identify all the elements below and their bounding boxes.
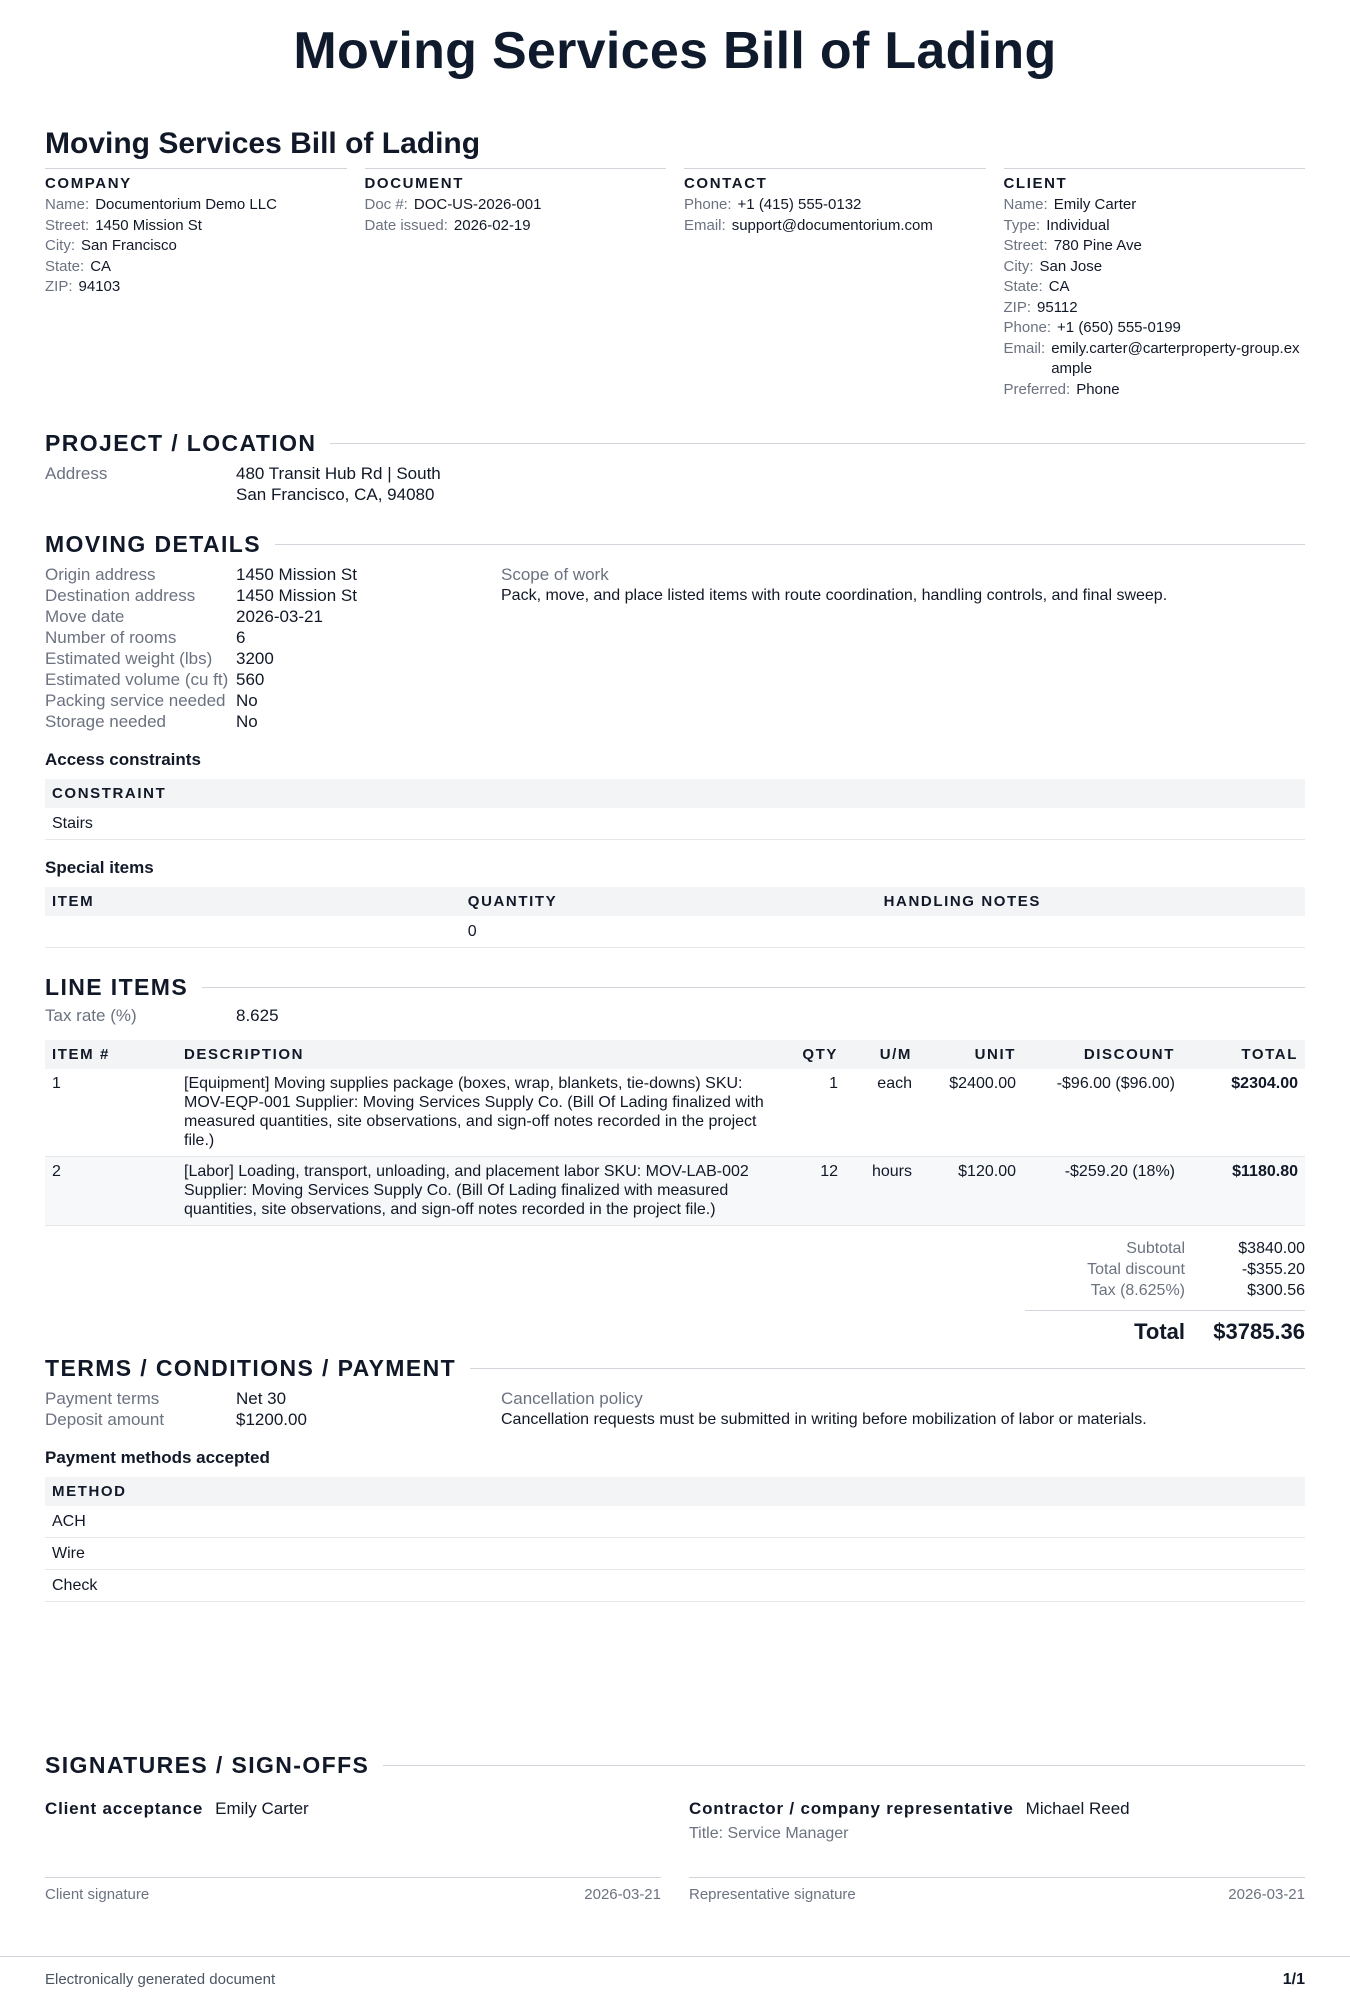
client-acceptance-name: Emily Carter: [215, 1799, 309, 1818]
subtotal-value: $3840.00: [1238, 1240, 1305, 1257]
item-unit: $2400.00: [919, 1069, 1023, 1157]
document-field: [365, 216, 667, 237]
contact-field: [684, 216, 986, 237]
client-field: [1004, 216, 1306, 237]
header-columns: [45, 168, 1305, 400]
column-header: DESCRIPTION: [177, 1040, 791, 1069]
table-cell: Wire: [45, 1538, 1305, 1570]
signature-blocks: [45, 1799, 1305, 1903]
field-value: 1450 Mission St: [236, 565, 357, 584]
main-title: Moving Services Bill of Lading: [293, 22, 1057, 80]
field-value: 94103: [78, 278, 121, 295]
field-value: 560: [236, 670, 265, 689]
project-heading: PROJECT / LOCATION: [45, 430, 317, 456]
field-value: CA: [1048, 278, 1070, 295]
divider: [383, 1765, 1305, 1766]
item-discount: -$96.00 ($96.00): [1023, 1069, 1182, 1157]
table-cell: Check: [45, 1570, 1305, 1602]
cancellation-text: Cancellation requests must be submitted in writing before mobilization of labor or materials.: [501, 1411, 1147, 1428]
table-row: [45, 1157, 1305, 1226]
field-label: Doc #:: [364, 196, 408, 213]
field-label: Payment terms: [45, 1389, 160, 1408]
field-value: DOC-US-2026-001: [413, 196, 542, 213]
item-number: 1: [45, 1069, 177, 1157]
document-field: [365, 195, 667, 216]
footer-content: [45, 1971, 1305, 1989]
field-value: Individual: [1046, 216, 1110, 234]
page-number: 1/1: [1282, 1971, 1305, 1988]
field-label: Origin address: [45, 565, 156, 584]
moving-field: [45, 585, 501, 606]
field-label: Packing service needed: [45, 691, 226, 710]
client-block: [1004, 168, 1306, 400]
field-value: Phone: [1076, 380, 1120, 398]
tax-rate-label: Tax rate (%): [45, 1006, 137, 1025]
moving-fields: [45, 564, 501, 732]
company-field: [45, 216, 347, 237]
terms-field: [45, 1409, 501, 1430]
client-heading: CLIENT: [1003, 175, 1068, 192]
terms-section-title: [45, 1355, 1305, 1382]
field-label: Destination address: [45, 586, 196, 605]
cancellation-label: Cancellation policy: [501, 1389, 643, 1408]
field-value: $1200.00: [236, 1410, 307, 1429]
moving-field: [45, 669, 501, 690]
column-header: QTY: [791, 1040, 845, 1069]
rep-label: Contractor / company representative: [689, 1799, 1014, 1818]
field-value: Documentorium Demo LLC: [95, 196, 277, 213]
company-field: [45, 277, 347, 298]
table-cell: ACH: [45, 1506, 1305, 1538]
moving-field: [45, 648, 501, 669]
column-header: CONSTRAINT: [45, 779, 1305, 808]
cancellation-block: [501, 1388, 1305, 1430]
client-signature-line[interactable]: [45, 1877, 661, 1903]
discount-label: Total discount: [1087, 1261, 1185, 1278]
item-unit: $120.00: [919, 1157, 1023, 1226]
company-field: [45, 257, 347, 278]
field-value: +1 (650) 555-0199: [1057, 319, 1181, 336]
item-description: [Labor] Loading, transport, unloading, and placement labor SKU: MOV-LAB-002 Supplier: Moving Services Supply Co. (Bill Of Lading finalized with measured quantities, site observations, and sign-off notes recorded in the project file.): [177, 1157, 791, 1226]
moving-field: [45, 606, 501, 627]
line-items-section-title: [45, 974, 1305, 1001]
field-value: 6: [236, 628, 246, 647]
contact-block: [684, 168, 986, 400]
contact-field: [684, 195, 986, 216]
item-description: [Equipment] Moving supplies package (boxes, wrap, blankets, tie-downs) SKU: MOV-EQP-001 Supplier: Moving Services Supply Co. (Bill Of Lading finalized with measured quantities, site observations, and sign-off notes recorded in the project file.): [177, 1069, 791, 1157]
field-value: 2026-02-19: [453, 216, 531, 234]
field-value: 780 Pine Ave: [1053, 237, 1142, 254]
client-signature-date: 2026-03-21: [584, 1886, 661, 1903]
field-label: Estimated weight (lbs): [45, 649, 213, 668]
client-field: [1004, 236, 1306, 257]
client-field: [1004, 277, 1306, 298]
column-header: TOTAL: [1182, 1040, 1305, 1069]
field-value: San Francisco: [81, 237, 177, 254]
special-items-table: [45, 887, 1305, 948]
signatures-heading: SIGNATURES / SIGN-OFFS: [45, 1752, 370, 1778]
field-label: Name:: [45, 196, 90, 213]
terms-details: [45, 1388, 1305, 1430]
terms-field: [45, 1388, 501, 1409]
column-header: UNIT: [919, 1040, 1023, 1069]
table-row: [45, 1069, 1305, 1157]
table-header-row: [45, 887, 1305, 916]
rep-signature-date: 2026-03-21: [1228, 1886, 1305, 1903]
client-signature-label: Client signature: [45, 1886, 150, 1903]
table-header-row: [45, 779, 1305, 808]
field-label: State:: [45, 257, 85, 275]
address-value: [236, 463, 441, 505]
page-footer: [0, 1956, 1350, 1989]
field-label: Type:: [1003, 216, 1041, 234]
item-um: each: [845, 1069, 919, 1157]
field-value: 95112: [1037, 298, 1078, 316]
item-total: $1180.80: [1182, 1157, 1305, 1226]
field-label: Estimated volume (cu ft): [45, 670, 229, 689]
field-label: Email:: [1003, 339, 1046, 357]
document-block: [365, 168, 667, 400]
field-label: City:: [1003, 257, 1034, 275]
discount-row: [1025, 1259, 1305, 1280]
company-heading: COMPANY: [45, 175, 132, 192]
divider: [470, 1368, 1305, 1369]
access-table: [45, 779, 1305, 840]
scope-text: Pack, move, and place listed items with route coordination, handling controls, and final sweep.: [501, 587, 1168, 604]
table-cell: [877, 916, 1305, 948]
client-field: [1004, 318, 1306, 339]
rep-title: Title: Service Manager: [689, 1825, 849, 1842]
project-address: [45, 463, 1305, 505]
address-line-2: San Francisco, CA, 94080: [236, 485, 435, 504]
discount-value: -$355.20: [1241, 1261, 1305, 1278]
divider: [202, 987, 1305, 988]
field-label: City:: [45, 237, 75, 254]
rep-signature-label: Representative signature: [689, 1886, 856, 1903]
moving-field: [45, 690, 501, 711]
grand-total-row: [1025, 1310, 1305, 1345]
document-heading: DOCUMENT: [364, 175, 464, 192]
client-field: [1004, 380, 1306, 401]
tax-row: [1025, 1280, 1305, 1301]
address-label: Address: [45, 464, 108, 483]
item-discount: -$259.20 (18%): [1023, 1157, 1182, 1226]
item-number: 2: [45, 1157, 177, 1226]
tax-rate-row: [45, 1005, 1305, 1026]
moving-field: [45, 564, 501, 585]
field-value: 1450 Mission St: [95, 216, 202, 234]
field-value: No: [236, 691, 258, 710]
rep-signature-block: [689, 1799, 1305, 1903]
scope-block: [501, 564, 1305, 732]
contact-heading: CONTACT: [684, 175, 768, 192]
field-value: Emily Carter: [1053, 196, 1137, 213]
line-items-heading: LINE ITEMS: [45, 974, 189, 1000]
totals-block: [1025, 1238, 1305, 1345]
field-label: Street:: [45, 216, 90, 234]
client-email[interactable]: emily.carter@carterproperty-group.example: [1051, 339, 1300, 377]
payment-methods-table: [45, 1477, 1305, 1602]
field-label: ZIP:: [45, 278, 73, 295]
field-value: +1 (415) 555-0132: [737, 196, 862, 213]
item-qty: 12: [791, 1157, 845, 1226]
client-field: [1004, 298, 1306, 319]
signatures-section-title: [45, 1752, 1305, 1779]
subtotal-row: [1025, 1238, 1305, 1259]
moving-field: [45, 627, 501, 648]
field-label: Preferred:: [1003, 380, 1071, 398]
address-line-1: 480 Transit Hub Rd | South: [236, 464, 441, 483]
table-row: [45, 1538, 1305, 1570]
total-value: $3785.36: [1213, 1319, 1305, 1344]
payment-methods-heading: Payment methods accepted: [45, 1448, 270, 1467]
table-row: [45, 1506, 1305, 1538]
item-total: $2304.00: [1182, 1069, 1305, 1157]
client-signature-block: [45, 1799, 661, 1903]
moving-section-title: [45, 531, 1305, 558]
tax-rate-value: 8.625: [236, 1006, 279, 1025]
special-heading: Special items: [45, 858, 154, 877]
field-value: 2026-03-21: [236, 607, 323, 626]
field-label: Storage needed: [45, 712, 166, 731]
field-label: Phone:: [1003, 319, 1052, 336]
field-label: Deposit amount: [45, 1410, 165, 1429]
table-header-row: [45, 1477, 1305, 1506]
company-block: [45, 168, 347, 400]
item-um: hours: [845, 1157, 919, 1226]
sub-title: Moving Services Bill of Lading: [45, 127, 481, 160]
table-cell: Stairs: [45, 808, 1305, 840]
divider: [275, 544, 1305, 545]
item-qty: 1: [791, 1069, 845, 1157]
signature-space: [45, 1819, 661, 1877]
tax-label: Tax (8.625%): [1090, 1282, 1185, 1299]
table-row: [45, 916, 1305, 948]
column-header: METHOD: [45, 1477, 1305, 1506]
field-value: 3200: [236, 649, 274, 668]
table-header-row: [45, 1040, 1305, 1069]
field-label: Email:: [684, 216, 726, 234]
company-field: [45, 236, 347, 257]
client-acceptance-label: Client acceptance: [45, 1799, 204, 1818]
client-field: [1004, 195, 1306, 216]
column-header: DISCOUNT: [1023, 1040, 1182, 1069]
field-label: Street:: [1003, 237, 1048, 254]
column-header: U/M: [845, 1040, 919, 1069]
access-heading: Access constraints: [45, 750, 201, 769]
signature-space: [689, 1843, 1305, 1877]
rep-name: Michael Reed: [1025, 1799, 1130, 1818]
field-value: Net 30: [236, 1389, 287, 1408]
field-label: Move date: [45, 607, 125, 626]
moving-details: [45, 564, 1305, 732]
field-value: 1450 Mission St: [236, 586, 357, 605]
field-label: Name:: [1003, 196, 1048, 213]
field-value: support@documentorium.com: [731, 216, 933, 234]
client-acceptance: [45, 1799, 661, 1819]
table-row: [45, 808, 1305, 840]
table-cell: [45, 916, 461, 948]
divider: [330, 443, 1305, 444]
tax-value: $300.56: [1247, 1282, 1305, 1299]
rep-signature-line[interactable]: [689, 1877, 1305, 1903]
column-header: ITEM: [45, 887, 461, 916]
company-field: [45, 195, 347, 216]
footer-note: Electronically generated document: [45, 1971, 276, 1988]
total-label: Total: [1134, 1319, 1185, 1344]
scope-label: Scope of work: [501, 565, 609, 584]
field-label: Phone:: [684, 196, 732, 213]
field-label: Date issued:: [364, 216, 448, 234]
column-header: ITEM #: [45, 1040, 177, 1069]
moving-field: [45, 711, 501, 732]
column-header: HANDLING NOTES: [877, 887, 1305, 916]
field-value: No: [236, 712, 258, 731]
rep-acceptance: [689, 1799, 1305, 1819]
field-value: CA: [90, 257, 112, 275]
field-label: Number of rooms: [45, 628, 177, 647]
client-field: [1004, 339, 1306, 380]
moving-heading: MOVING DETAILS: [45, 531, 261, 557]
table-row: [45, 1570, 1305, 1602]
client-field: [1004, 257, 1306, 278]
terms-heading: TERMS / CONDITIONS / PAYMENT: [45, 1355, 457, 1381]
field-label: ZIP:: [1003, 298, 1032, 316]
terms-fields: [45, 1388, 501, 1430]
project-section-title: [45, 430, 1305, 457]
table-cell: 0: [461, 916, 877, 948]
field-label: State:: [1003, 278, 1043, 295]
document-page: [45, 0, 1305, 1903]
subtotal-label: Subtotal: [1126, 1240, 1185, 1257]
column-header: QUANTITY: [461, 887, 877, 916]
field-value: San Jose: [1039, 257, 1103, 275]
line-items-table: [45, 1040, 1305, 1226]
